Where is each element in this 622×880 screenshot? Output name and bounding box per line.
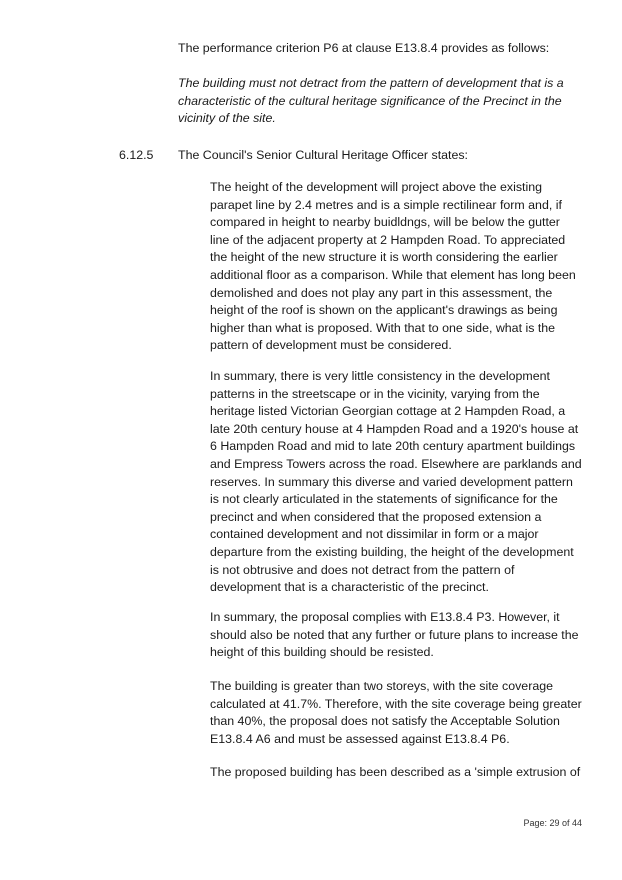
section-number: 6.12.5 — [119, 148, 154, 162]
quote-paragraph-5: The proposed building has been described as a 'simple extrusion of — [210, 765, 581, 779]
quote-paragraph-2: In summary, there is very little consistency in the development patterns in the streetscape or in the vicinity, varying from the heritage listed Victorian Georgian cottage at 2 Hampden Road, a late 20th century house at 4 Hampden Road and a 1920's house at 6 Hampden Road and mid to late 20th century apartment buildings and Empress Towers across the road. Elsewhere are parklands and reserves. In summary this diverse and varied development pattern is not clearly articulated in the statements of significance for the precinct and when considered that the proposed extension a contained development and not dissimilar in form or a major departure from the existing building, the height of the development is not obtrusive and does not detract from the pattern of development that is a characteristic of the precinct. — [210, 369, 582, 595]
section-heading: The Council's Senior Cultural Heritage Officer states: — [178, 148, 469, 162]
page-number: Page: 29 of 44 — [523, 818, 582, 828]
performance-criterion-quote: The building must not detract from the pattern of development that is a characteristic of the cultural heritage significance of the Precinct in the vicinity of the site. — [178, 76, 564, 126]
quote-paragraph-4: The building is greater than two storeys, with the site coverage calculated at 41.7%. Therefore, with the site coverage being greater than 40%, the proposal does not satisfy the Acceptable Solution E13.8.4 A6 and must be assessed against E13.8.4 P6. — [210, 679, 582, 746]
quote-paragraph-3: In summary, the proposal complies with E13.8.4 P3. However, it should also be noted that any further or future plans to increase the height of this building should be resisted. — [210, 610, 579, 660]
intro-paragraph: The performance criterion P6 at clause E13.8.4 provides as follows: — [178, 41, 550, 55]
quote-paragraph-1: The height of the development will project above the existing parapet line by 2.4 metres and is a simple rectilinear form and, if compared in height to nearby buidldngs, will be below the gutter line of the adjacent property at 2 Hampden Road. To appreciated the height of the new structure it is worth considering the earlier additional floor as a comparison. While that element has long been demolished and does not play any part in this assessment, the height of the roof is shown on the applicant's drawings as being higher than what is proposed. With that to one side, what is the pattern of development must be considered. — [210, 180, 576, 353]
